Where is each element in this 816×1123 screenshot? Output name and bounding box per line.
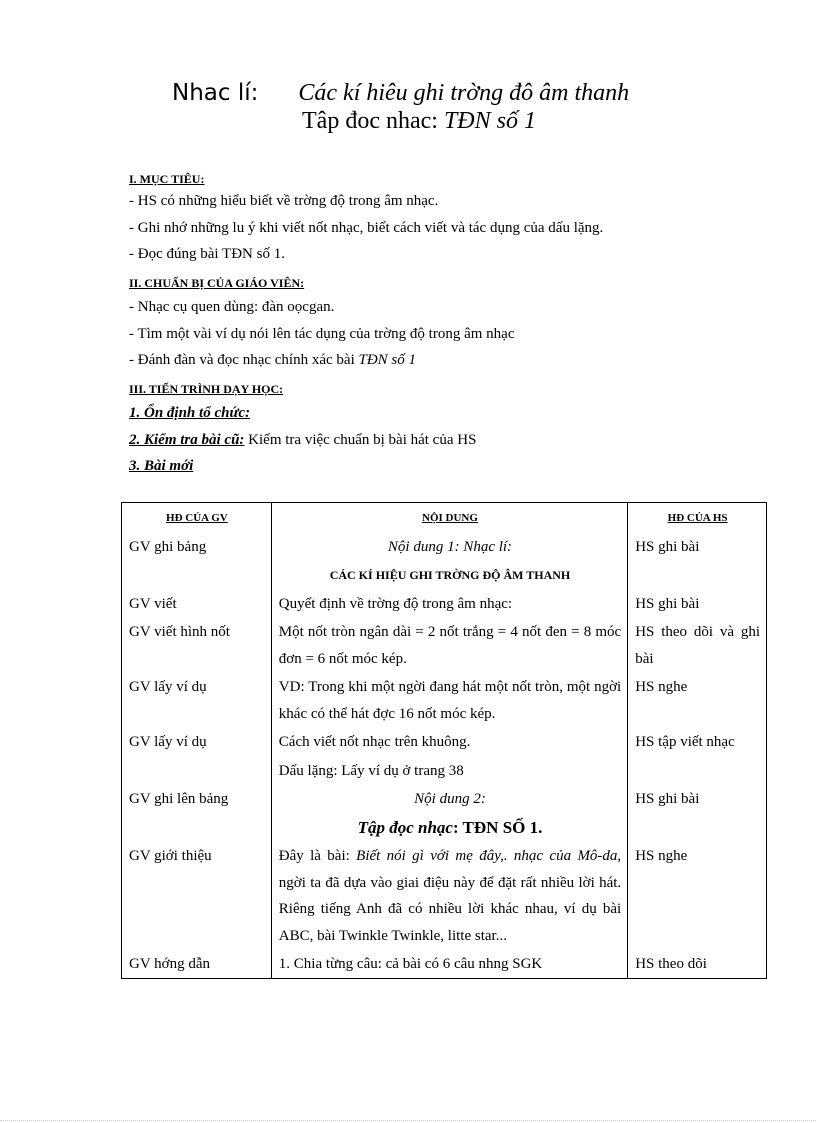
table-row (122, 784, 767, 813)
cell-hs: HS nghe (628, 672, 767, 727)
cell-content: Một nốt tròn ngân dài = 2 nốt trắng = 4 nốt đen = 8 móc đơn = 6 nốt móc kép. (271, 617, 627, 672)
cell-gv (122, 756, 272, 785)
table-row (122, 560, 767, 589)
cell-gv: GV ghi bảng (129, 538, 207, 555)
section-3-heading: III. TIẾN TRÌNH DẠY HỌC: (129, 382, 284, 396)
cell-content: Nội dung 2: (271, 784, 627, 813)
prep-1: - Nhạc cụ quen dùng: đàn oọcgan. (129, 299, 335, 315)
objective-2: - Ghi nhớ những lu ý khi viết nốt nhạc, biết cách viết và tác dụng của dấu lặng. (129, 220, 604, 236)
cell-content: Nội dung 1: Nhạc lí: (271, 532, 627, 561)
step-2-text: Kiểm tra việc chuẩn bị bài hát của HS (244, 432, 477, 448)
cell-content: Dấu lặng: Lấy ví dụ ở trang 38 (271, 756, 627, 785)
cell-content: CÁC KÍ HIỆU GHI TRỜNG ĐỘ ÂM THANH (271, 560, 627, 589)
table-row (122, 949, 767, 978)
prep-3-plain: - Đánh đàn và đọc nhạc chính xác bài (129, 352, 359, 368)
lesson-table (121, 502, 767, 979)
cell-hs: HS nghe (628, 841, 767, 949)
prep-2: - Tìm một vài ví dụ nói lên tác dụng của trờng độ trong âm nhạc (129, 326, 515, 342)
title-topic: Các kí hiêu ghi trờng đô âm thanh (298, 80, 630, 106)
table-row (122, 672, 767, 727)
cell-hs: HS ghi bài (628, 532, 767, 561)
step-2: 2. Kiểm tra bài cũ: (129, 432, 245, 448)
sight-reading-label: Tập đọc nhạc (357, 817, 453, 837)
sight-reading-title: : TĐN SỐ 1. (452, 817, 543, 837)
cell-content: 1. Chia từng câu: cả bài có 6 câu nhng SGK (271, 949, 627, 978)
cell-hs: HS theo dõi và ghi bài (628, 617, 767, 672)
prep-3-italic: TĐN số 1 (358, 352, 417, 368)
objective-3: - Đọc đúng bài TĐN số 1. (129, 246, 285, 262)
cell-content: Cách viết nốt nhạc trên khuông. (271, 727, 627, 756)
table-row (122, 813, 767, 842)
title-line2-italic: TĐN số 1 (443, 108, 536, 134)
step-2-line (129, 432, 476, 449)
cell-gv: GV lấy ví dụ (129, 679, 207, 695)
cell-gv: GV viết hình nốt (129, 624, 230, 640)
cell-gv: GV lấy ví dụ (129, 734, 207, 750)
title-line-2 (302, 108, 536, 135)
cell-content (271, 813, 627, 842)
section-1-heading: I. MỤC TIÊU: (129, 172, 205, 186)
table-row (122, 589, 767, 618)
header-gv: HĐ CỦA GV (166, 512, 228, 524)
cell-gv: GV giới thiệu (129, 848, 212, 864)
cell-gv (122, 560, 272, 589)
cell-hs: HS ghi bài (628, 784, 767, 813)
cell-content: Quyết định về trờng độ trong âm nhạc: (271, 589, 627, 618)
title-line2-plain: Tâp đoc nhac: (302, 108, 444, 134)
cell-hs: HS theo dõi (628, 949, 767, 978)
intro-c: ngời ta đã dựa vào giai điệu này để đặt rất nhiều lời hát. Riêng tiếng Anh đã có nhiều lời khác nhau, ví dụ bài ABC, bài Twinkle Twinkle, litte star... (278, 874, 622, 944)
cell-hs: HS ghi bài (628, 589, 767, 618)
cell-gv: GV viết (129, 595, 177, 612)
step-3: 3. Bài mới (129, 458, 194, 474)
cell-content (271, 841, 627, 949)
cell-hs: HS tập viết nhạc (628, 727, 767, 756)
table-row (122, 841, 767, 949)
table-header (122, 503, 767, 532)
section-2-heading: II. CHUẨN BỊ CỦA GIÁO VIÊN: (129, 276, 305, 290)
cell-gv (122, 813, 272, 842)
prep-3 (129, 352, 416, 369)
title-line-1 (172, 80, 629, 107)
cell-content: VD: Trong khi một ngời đang hát một nốt tròn, một ngời khác có thể hát đợc 16 nốt móc kép. (271, 672, 627, 727)
intro-b: Biết nói gì với mẹ đây,. nhạc của Mô-da, (356, 848, 622, 864)
page-edge-divider (0, 1120, 816, 1121)
intro-a: Đây là bài: (278, 848, 357, 864)
header-hs: HĐ CỦA HS (628, 503, 767, 532)
table-row (122, 727, 767, 756)
cell-hs (628, 813, 767, 842)
objective-1: - HS có những hiểu biết về trờng độ trong âm nhạc. (129, 193, 439, 209)
table-row (122, 532, 767, 561)
cell-gv: GV ghi lên bảng (129, 791, 229, 807)
cell-hs (628, 756, 767, 785)
step-1: 1. Ổn định tổ chức: (129, 405, 251, 421)
title-label: Nhac lí: (172, 80, 259, 106)
header-content: NỘI DUNG (271, 503, 627, 532)
cell-hs (628, 560, 767, 589)
table-row (122, 756, 767, 785)
cell-gv: GV hớng dẫn (129, 956, 210, 972)
table-row (122, 617, 767, 672)
